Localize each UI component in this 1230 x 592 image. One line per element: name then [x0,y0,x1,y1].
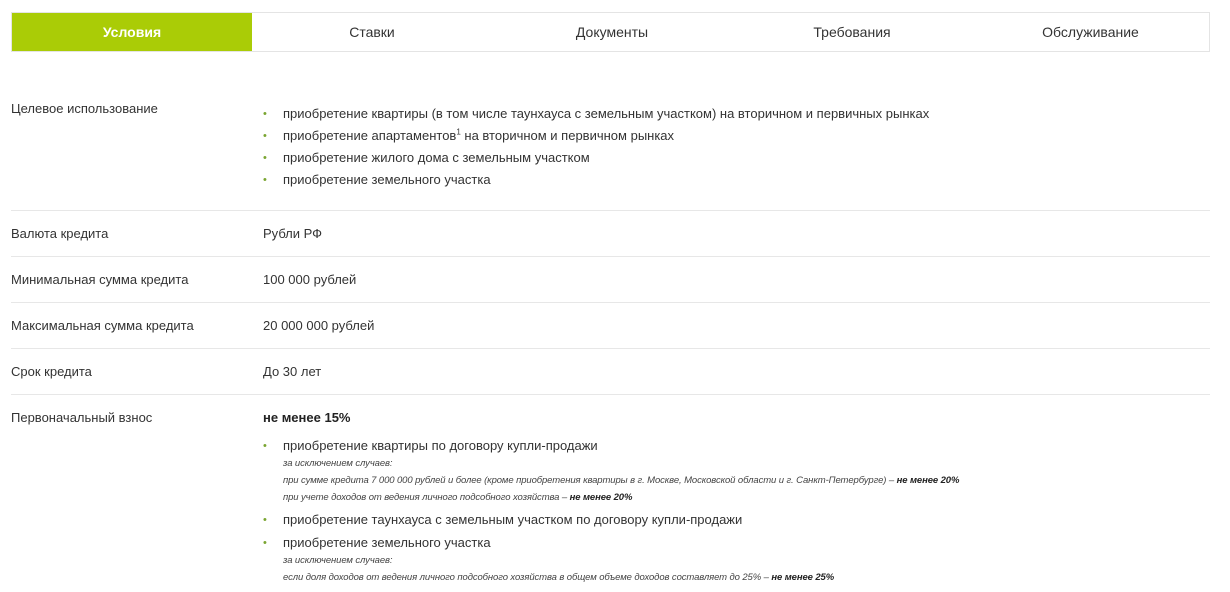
tab-requirements[interactable]: Требования [813,24,891,40]
row-purpose [11,86,1210,211]
purpose-list [263,105,1210,189]
bullet-icon: • [263,108,267,120]
bullet-icon: • [263,130,267,142]
exception-case: при сумме кредита 7 000 000 рублей и более (кроме приобретения квартиры в г. Москве, Московской области и г. Санкт-Петербурге) – не менее 20% [283,475,960,486]
tab-conditions[interactable]: Условия [12,13,252,51]
row-label: Первоначальный взнос [11,410,153,425]
tab-documents[interactable]: Документы [575,24,649,40]
bullet-icon: • [263,440,267,452]
exception-case: при учете доходов от ведения личного подсобного хозяйства – не менее 20% [283,492,633,503]
list-item: • приобретение жилого дома с земельным участком [263,150,590,165]
exception-note: за исключением случаев: [283,555,393,566]
row-term [11,349,1210,395]
row-value: До 30 лет [263,364,322,379]
list-item: • приобретение квартиры по договору купли-продажи за исключением случаев: при сумме кредита 7 000 000 рублей и более (кроме приобретения квартиры в г. Москве, Московской области и г. Санкт-Петербурге) – не менее 20% при учете доходов от ведения личного подсобного хозяйства – не менее 20% [263,437,1210,506]
list-item: • приобретение земельного участка за исключением случаев: если доля доходов от ведения личного подсобного хозяйства в общем объеме доходов составляет до 25% – не менее 25% [263,534,1210,586]
row-value: Рубли РФ [263,226,323,241]
row-max-sum [11,303,1210,349]
row-currency [11,211,1210,257]
row-value: 100 000 рублей [263,272,357,287]
row-value: 20 000 000 рублей [263,318,375,333]
row-label: Валюта кредита [11,226,109,241]
tab-service[interactable]: Обслуживание [1042,24,1139,40]
row-down-payment [11,395,1210,586]
bullet-icon: • [263,514,267,526]
row-value [263,100,1210,210]
row-label: Максимальная сумма кредита [11,318,194,333]
down-payment-list [263,437,1210,586]
row-min-sum [11,257,1210,303]
list-item: • приобретение апартаментов$^1$ на вторичном и первичном рынках [263,127,675,143]
bullet-icon: • [263,537,267,549]
exception-note: за исключением случаев: [283,458,393,469]
conditions-table [11,86,1210,586]
tab-rates[interactable]: Ставки [349,24,395,40]
list-item: • приобретение квартиры (в том числе таунхауса с земельным участком) на вторичном и первичных рынках [263,106,930,121]
footnote-mark[interactable]: 1 [456,127,461,137]
row-label: Срок кредита [11,364,92,379]
bullet-icon: • [263,152,267,164]
row-label: Целевое использование [11,101,158,116]
bullet-icon: • [263,174,267,186]
list-item: • приобретение земельного участка [263,172,491,187]
tab-bar [11,12,1210,52]
row-label: Минимальная сумма кредита [11,272,189,287]
down-payment-headline: не менее 15% [263,410,351,425]
list-item: • приобретение таунхауса с земельным участком по договору купли-продажи [263,512,743,527]
row-value [263,409,1210,586]
exception-case: если доля доходов от ведения личного подсобного хозяйства в общем объеме доходов составляет до 25% – не менее 25% [283,572,835,583]
